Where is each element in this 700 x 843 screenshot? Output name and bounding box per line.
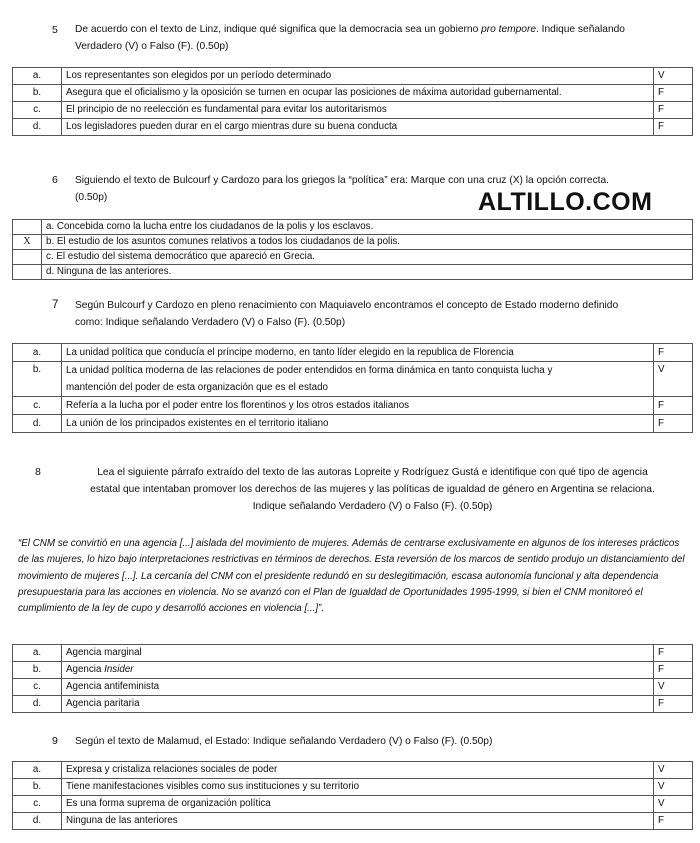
row-answer: V	[654, 779, 693, 796]
row-text: Es una forma suprema de organización política	[62, 796, 654, 813]
row-letter: b.	[13, 362, 62, 397]
row-answer: F	[654, 344, 693, 362]
row-answer: V	[654, 796, 693, 813]
table-row	[13, 645, 693, 662]
question-5-text-c: Verdadero (V) o Falso (F). (0.50p)	[75, 41, 229, 52]
question-5-number: 5	[52, 24, 58, 36]
row-letter: c.	[13, 796, 62, 813]
row-answer: V	[654, 68, 693, 85]
table-row	[13, 102, 693, 119]
row-answer: F	[654, 696, 693, 713]
question-5-text-em: pro tempore	[481, 24, 537, 35]
question-5-text-a: De acuerdo con el texto de Linz, indique qué significa que la democracia sea un gobierno	[75, 24, 482, 35]
row-text: d. Ninguna de las anteriores.	[42, 265, 693, 280]
row-text: La unidad política que conducía el príncipe moderno, en tanto líder elegido en la republica de Florencia	[62, 344, 654, 362]
row-letter: d.	[13, 119, 62, 136]
row-text: Tiene manifestaciones visibles como sus instituciones y su territorio	[62, 779, 654, 796]
question-5-text	[75, 21, 690, 55]
row-mark	[13, 250, 42, 265]
row-answer: F	[654, 813, 693, 830]
table-row	[13, 220, 693, 235]
row-text: c. El estudio del sistema democrático que apareció en Grecia.	[42, 250, 693, 265]
row-text: Asegura que el oficialismo y la oposición se turnen en ocupar las posiciones de máxima autoridad gubernamental.	[62, 85, 654, 102]
row-answer: F	[654, 645, 693, 662]
question-7-text-b: como: Indique señalando Verdadero (V) o Falso (F). (0.50p)	[75, 317, 346, 328]
table-row	[13, 696, 693, 713]
row-text-em: Insider	[104, 664, 134, 675]
table-row	[13, 119, 693, 136]
row-answer: F	[654, 415, 693, 433]
row-answer: F	[654, 85, 693, 102]
row-letter: b.	[13, 779, 62, 796]
row-text	[62, 645, 654, 662]
row-answer: F	[654, 119, 693, 136]
row-text	[62, 696, 654, 713]
row-text-main: Agencia paritaria	[66, 698, 140, 709]
question-7-table	[12, 343, 693, 433]
question-8-quote: “El CNM se convirtió en una agencia [...] aislada del movimiento de mujeres. Además de centrarse exclusivamente en algunos de los intereses prácticos de las mujeres, lo hizo bajo interpretaciones restrictivas en términos de derechos. Esta reversión de los marcos de sentido produjo un distanciamiento del movimiento de mujeres [...]. La cercanía del CNM con el presidente redundó en su deslegitimación, escasa autonomía funcional y alta dependencia presupuestaria para las acciones en violencia. No se avanzó con el Plan de Igualdad de Oportunidades 1995-1999, si bien el CNM monitoreó el cumplimiento de la ley de cupo y desarrolló acciones en violencia [...]”.	[18, 538, 685, 615]
row-text-main: Agencia	[66, 664, 105, 675]
row-letter: d.	[13, 415, 62, 433]
table-row	[13, 796, 693, 813]
table-row	[13, 813, 693, 830]
question-8-number: 8	[35, 466, 41, 478]
question-9-number: 9	[52, 735, 58, 747]
question-6-text-a: Siguiendo el texto de Bulcourf y Cardozo para los griegos la “política” era: Marque con una cruz (X) la opción correcta.	[75, 175, 609, 186]
table-row	[13, 85, 693, 102]
row-letter: a.	[13, 68, 62, 85]
row-answer: V	[654, 679, 693, 696]
question-6-number: 6	[52, 174, 58, 186]
row-letter: c.	[13, 679, 62, 696]
row-letter: b.	[13, 662, 62, 679]
row-text-main: Agencia marginal	[66, 647, 142, 658]
table-row	[13, 762, 693, 779]
question-9-text: Según el texto de Malamud, el Estado: Indique señalando Verdadero (V) o Falso (F). (0.50p)	[75, 736, 493, 747]
watermark-logo: ALTILLO.COM	[478, 188, 653, 216]
row-answer: V	[654, 362, 693, 397]
table-row	[13, 397, 693, 415]
question-8-line-3: Indique señalando Verdadero (V) o Falso (F). (0.50p)	[252, 501, 493, 512]
question-8-text	[60, 464, 685, 515]
row-text-main: Agencia antifeminista	[66, 681, 160, 692]
question-7-number: 7	[52, 299, 59, 311]
table-row	[13, 415, 693, 433]
row-mark: X	[13, 235, 42, 250]
row-letter: d.	[13, 696, 62, 713]
row-text	[62, 662, 654, 679]
row-answer: F	[654, 662, 693, 679]
question-7-text	[75, 297, 690, 331]
row-text: Los legisladores pueden durar en el cargo mientras dure su buena conducta	[62, 119, 654, 136]
row-text: La unión de los principados existentes en el territorio italiano	[62, 415, 654, 433]
question-8-line-2: estatal que intentaban promover los derechos de las mujeres y las políticas de igualdad de género en Argentina se relaciona.	[90, 484, 655, 495]
row-answer: F	[654, 397, 693, 415]
row-letter: a.	[13, 762, 62, 779]
row-letter: a.	[13, 645, 62, 662]
table-row	[13, 362, 693, 397]
row-text: Expresa y cristaliza relaciones sociales de poder	[62, 762, 654, 779]
row-text: Los representantes son elegidos por un período determinado	[62, 68, 654, 85]
table-row	[13, 68, 693, 85]
row-mark	[13, 220, 42, 235]
table-row	[13, 344, 693, 362]
question-6-table	[12, 219, 693, 280]
table-row	[13, 265, 693, 280]
row-text: Ninguna de las anteriores	[62, 813, 654, 830]
question-5-table	[12, 67, 693, 136]
table-row	[13, 235, 693, 250]
question-8-table	[12, 644, 693, 713]
row-text-line-2: mantención del poder de esta organización que es el estado	[66, 382, 328, 393]
question-7-text-a: Según Bulcourf y Cardozo en pleno renacimiento con Maquiavelo encontramos el concepto de Estado moderno definido	[75, 300, 619, 311]
row-letter: c.	[13, 102, 62, 119]
table-row	[13, 250, 693, 265]
question-6-text-b: (0.50p)	[75, 192, 108, 203]
table-row	[13, 779, 693, 796]
question-9-table	[12, 761, 693, 830]
row-letter: d.	[13, 813, 62, 830]
question-8-line-1: Lea el siguiente párrafo extraído del texto de las autoras Lopreite y Rodríguez Gustá e identifique con qué tipo de agencia	[97, 467, 648, 478]
table-row	[13, 662, 693, 679]
row-text: b. El estudio de los asuntos comunes relativos a todos los ciudadanos de la polis.	[42, 235, 693, 250]
row-letter: a.	[13, 344, 62, 362]
row-text: a. Concebida como la lucha entre los ciudadanos de la polis y los esclavos.	[42, 220, 693, 235]
row-answer: V	[654, 762, 693, 779]
row-letter: c.	[13, 397, 62, 415]
row-text: El principio de no reelección es fundamental para evitar los autoritarismos	[62, 102, 654, 119]
row-text	[62, 362, 654, 397]
table-row	[13, 679, 693, 696]
row-text: Refería a la lucha por el poder entre los florentinos y los otros estados italianos	[62, 397, 654, 415]
question-5-text-b: . Indique señalando	[536, 24, 625, 35]
row-letter: b.	[13, 85, 62, 102]
row-answer: F	[654, 102, 693, 119]
row-mark	[13, 265, 42, 280]
row-text	[62, 679, 654, 696]
row-text-line-1: La unidad política moderna de las relaciones de poder entendidos en forma dinámica en tanto conquista lucha y	[66, 365, 553, 376]
